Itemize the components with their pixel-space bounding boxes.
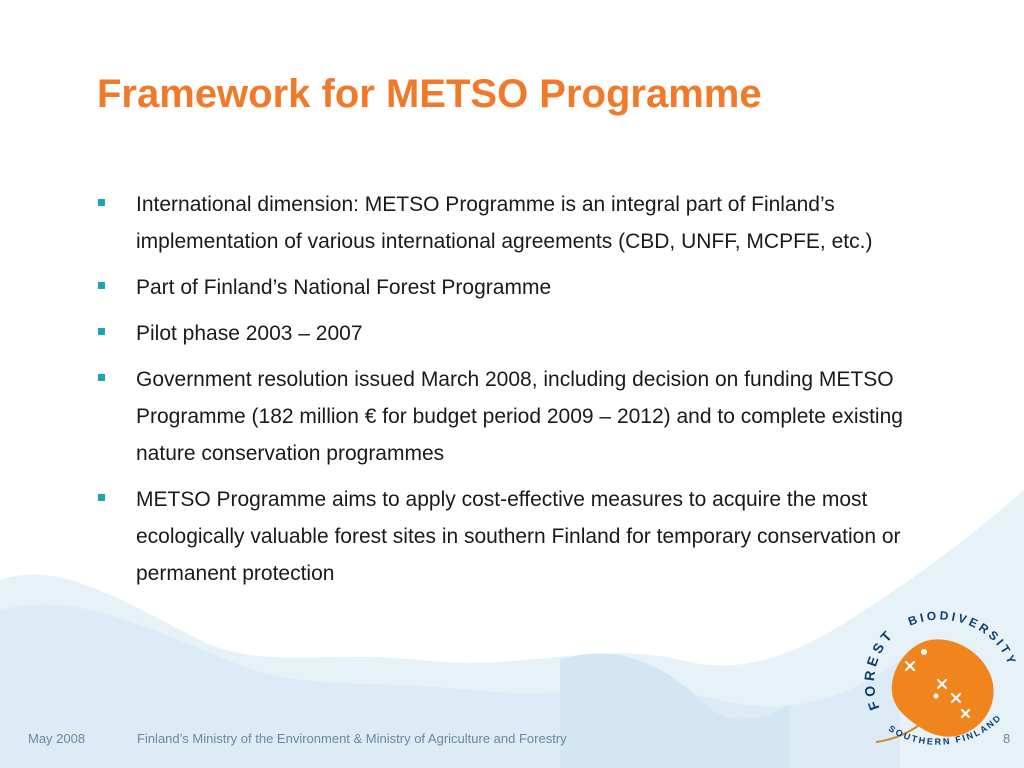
square-bullet-icon xyxy=(98,374,105,381)
footer-date: May 2008 xyxy=(28,731,86,746)
bullet-list xyxy=(96,186,956,601)
square-bullet-icon xyxy=(98,282,105,289)
bullet-text: Pilot phase 2003 – 2007 xyxy=(136,322,363,345)
bullet-item xyxy=(96,315,956,352)
square-bullet-icon xyxy=(98,328,105,335)
logo-lettering xyxy=(840,600,1020,760)
bullet-item xyxy=(96,481,956,592)
bullet-item xyxy=(96,269,956,306)
page-number: 8 xyxy=(1003,731,1011,746)
bullet-text: International dimension: METSO Programme is an integral part of Finland’s implementation of various international agreements (CBD, UNFF, MCPFE, etc.) xyxy=(136,193,873,253)
square-bullet-icon xyxy=(98,199,105,206)
square-bullet-icon xyxy=(98,494,105,501)
logo-word-southern-finland: SOUTHERN FINLAND xyxy=(886,711,1004,747)
svg-text:SOUTHERN FINLAND xyxy=(887,712,1004,747)
bullet-text: Part of Finland’s National Forest Programme xyxy=(136,276,552,299)
logo-word-forest: FOREST xyxy=(860,625,898,713)
forest-biodiversity-logo xyxy=(840,600,1020,760)
svg-text:FOREST xyxy=(861,625,898,712)
bullet-text: Government resolution issued March 2008, including decision on funding METSO Programme (182 million € for budget period 2009 – 2012) and to complete existing nature conservation programmes xyxy=(136,368,903,465)
bullet-item xyxy=(96,361,956,472)
footer-organization: Finland’s Ministry of the Environment & Ministry of Agriculture and Forestry xyxy=(137,731,567,746)
logo-word-biodiversity: BIODIVERSITY xyxy=(906,608,1020,669)
svg-text:BIODIVERSITY xyxy=(906,608,1019,668)
slide-title: Framework for METSO Programme xyxy=(97,72,762,116)
bullet-text: METSO Programme aims to apply cost-effective measures to acquire the most ecologically valuable forest sites in southern Finland for temporary conservation or permanent protection xyxy=(136,488,901,585)
bullet-item xyxy=(96,186,956,260)
